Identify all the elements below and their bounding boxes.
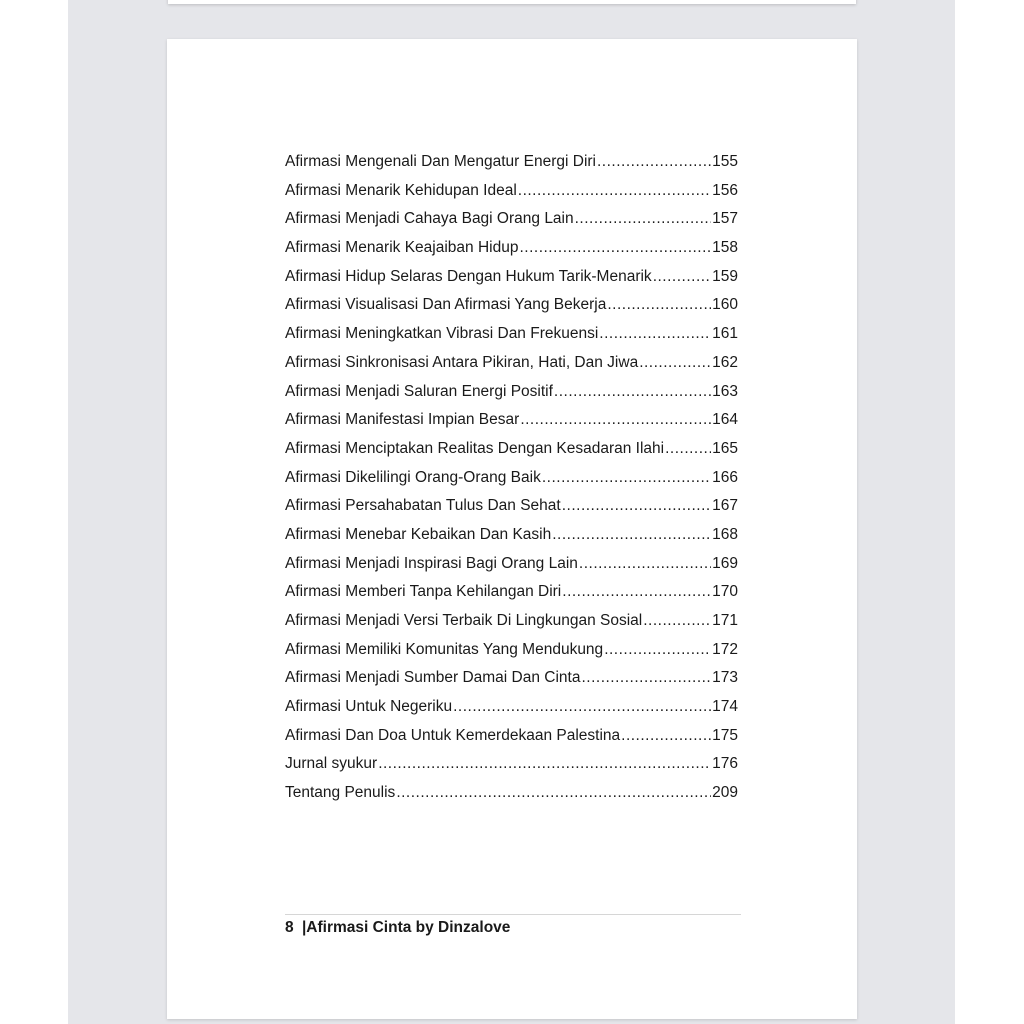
- document-page: [167, 39, 857, 1019]
- toc-entry-title: Afirmasi Visualisasi Dan Afirmasi Yang Bekerja: [285, 296, 607, 314]
- toc-dot-leader: [599, 325, 711, 343]
- footer-book-title: Afirmasi Cinta by Dinzalove: [306, 919, 511, 936]
- toc-entry-page-number: 165: [712, 439, 738, 457]
- toc-dot-leader: [604, 641, 711, 659]
- toc-entry-title: Afirmasi Dikelilingi Orang-Orang Baik: [285, 468, 541, 486]
- toc-entry[interactable]: [285, 325, 738, 354]
- toc-entry-title: Afirmasi Hidup Selaras Dengan Hukum Tarik-Menarik: [285, 267, 652, 285]
- toc-entry[interactable]: [285, 469, 738, 498]
- toc-entry-title: Afirmasi Meningkatkan Vibrasi Dan Frekuensi: [285, 325, 599, 343]
- toc-entry[interactable]: [285, 698, 738, 727]
- toc-entry-page-number: 155: [712, 153, 738, 170]
- toc-entry[interactable]: [285, 669, 738, 698]
- toc-entry[interactable]: [285, 239, 738, 268]
- toc-entry-title: Afirmasi Menarik Kehidupan Ideal: [285, 181, 517, 199]
- toc-dot-leader: [562, 583, 711, 601]
- toc-entry-page-number: 173: [712, 669, 738, 687]
- toc-entry[interactable]: [285, 182, 738, 211]
- toc-entry-page-number: 176: [712, 755, 738, 773]
- toc-entry-title: Tentang Penulis: [285, 784, 396, 802]
- toc-entry-page-number: 168: [712, 525, 738, 543]
- toc-entry[interactable]: [285, 497, 738, 526]
- toc-entry-title: Afirmasi Dan Doa Untuk Kemerdekaan Palestina: [285, 726, 621, 744]
- toc-entry-title: Afirmasi Sinkronisasi Antara Pikiran, Hati, Dan Jiwa: [285, 353, 639, 371]
- toc-dot-leader: [643, 612, 711, 630]
- footer-divider: [285, 914, 741, 915]
- toc-entry-page-number: 163: [712, 382, 738, 400]
- toc-entry-page-number: 160: [712, 296, 738, 314]
- toc-entry-title: Afirmasi Menjadi Inspirasi Bagi Orang Lain: [285, 554, 578, 572]
- toc-dot-leader: [542, 469, 711, 487]
- toc-entry-title: Jurnal syukur: [285, 755, 378, 773]
- footer-page-number: 8: [285, 919, 294, 936]
- toc-entry[interactable]: [285, 153, 738, 182]
- toc-entry[interactable]: [285, 411, 738, 440]
- toc-entry[interactable]: [285, 583, 738, 612]
- toc-entry-page-number: 156: [712, 181, 738, 199]
- toc-entry-page-number: 161: [712, 325, 738, 343]
- toc-entry-page-number: 167: [712, 497, 738, 515]
- toc-entry-page-number: 169: [712, 554, 738, 572]
- toc-entry[interactable]: [285, 383, 738, 412]
- toc-dot-leader: [396, 784, 711, 802]
- toc-entry-page-number: 174: [712, 698, 738, 716]
- toc-dot-leader: [621, 727, 711, 745]
- toc-entry-title: Afirmasi Menarik Keajaiban Hidup: [285, 239, 519, 257]
- toc-entry-page-number: 209: [712, 784, 738, 802]
- toc-entry[interactable]: [285, 268, 738, 297]
- toc-entry-title: Afirmasi Memberi Tanpa Kehilangan Diri: [285, 583, 562, 601]
- document-viewer[interactable]: [68, 0, 955, 1024]
- toc-entry-title: Afirmasi Memiliki Komunitas Yang Mendukung: [285, 640, 604, 658]
- previous-page-edge: [168, 0, 856, 4]
- toc-entry-title: Afirmasi Untuk Negeriku: [285, 698, 453, 716]
- toc-entry-page-number: 164: [712, 411, 738, 429]
- toc-entry-page-number: 158: [712, 239, 738, 257]
- toc-entry-title: Afirmasi Manifestasi Impian Besar: [285, 411, 520, 429]
- toc-dot-leader: [665, 440, 711, 458]
- toc-entry[interactable]: [285, 755, 738, 784]
- toc-entry-title: Afirmasi Mengenali Dan Mengatur Energi Diri: [285, 153, 596, 170]
- toc-dot-leader: [562, 497, 711, 515]
- toc-entry-page-number: 171: [712, 612, 738, 629]
- toc-entry-title: Afirmasi Persahabatan Tulus Dan Sehat: [285, 497, 561, 515]
- toc-dot-leader: [520, 411, 711, 429]
- toc-dot-leader: [575, 210, 712, 228]
- toc-entry-page-number: 157: [712, 210, 738, 228]
- toc-entry-title: Afirmasi Menciptakan Realitas Dengan Kesadaran Ilahi: [285, 439, 665, 457]
- toc-entry[interactable]: [285, 784, 738, 813]
- toc-dot-leader: [607, 296, 711, 314]
- toc-dot-leader: [378, 755, 711, 773]
- toc-entry[interactable]: [285, 354, 738, 383]
- toc-entry-page-number: 159: [712, 267, 738, 285]
- toc-dot-leader: [653, 268, 711, 286]
- toc-dot-leader: [639, 354, 711, 372]
- toc-entry-title: Afirmasi Menebar Kebaikan Dan Kasih: [285, 525, 552, 543]
- toc-entry-title: Afirmasi Menjadi Sumber Damai Dan Cinta: [285, 669, 581, 687]
- toc-dot-leader: [579, 555, 711, 573]
- toc-entry[interactable]: [285, 440, 738, 469]
- toc-entry-title: Afirmasi Menjadi Cahaya Bagi Orang Lain: [285, 210, 574, 228]
- toc-dot-leader: [597, 153, 711, 171]
- table-of-contents: [285, 153, 738, 813]
- toc-entry[interactable]: [285, 641, 738, 670]
- toc-dot-leader: [581, 669, 711, 687]
- toc-entry[interactable]: [285, 612, 738, 641]
- footer-separator: |: [301, 919, 307, 936]
- toc-entry-page-number: 166: [712, 468, 738, 486]
- toc-entry-page-number: 172: [712, 640, 738, 658]
- toc-entry[interactable]: [285, 555, 738, 584]
- toc-entry[interactable]: [285, 296, 738, 325]
- toc-dot-leader: [453, 698, 711, 716]
- toc-entry[interactable]: [285, 727, 738, 756]
- toc-entry-title: Afirmasi Menjadi Saluran Energi Positif: [285, 382, 553, 400]
- toc-dot-leader: [554, 383, 711, 401]
- page-footer: [285, 919, 510, 937]
- toc-entry-page-number: 162: [712, 353, 738, 371]
- toc-dot-leader: [519, 239, 711, 257]
- toc-dot-leader: [518, 182, 711, 200]
- toc-entry-page-number: 170: [712, 583, 738, 601]
- toc-entry-title: Afirmasi Menjadi Versi Terbaik Di Lingkungan Sosial: [285, 612, 643, 629]
- toc-entry[interactable]: [285, 526, 738, 555]
- toc-dot-leader: [552, 526, 711, 544]
- toc-entry-page-number: 175: [712, 726, 738, 744]
- toc-entry[interactable]: [285, 210, 738, 239]
